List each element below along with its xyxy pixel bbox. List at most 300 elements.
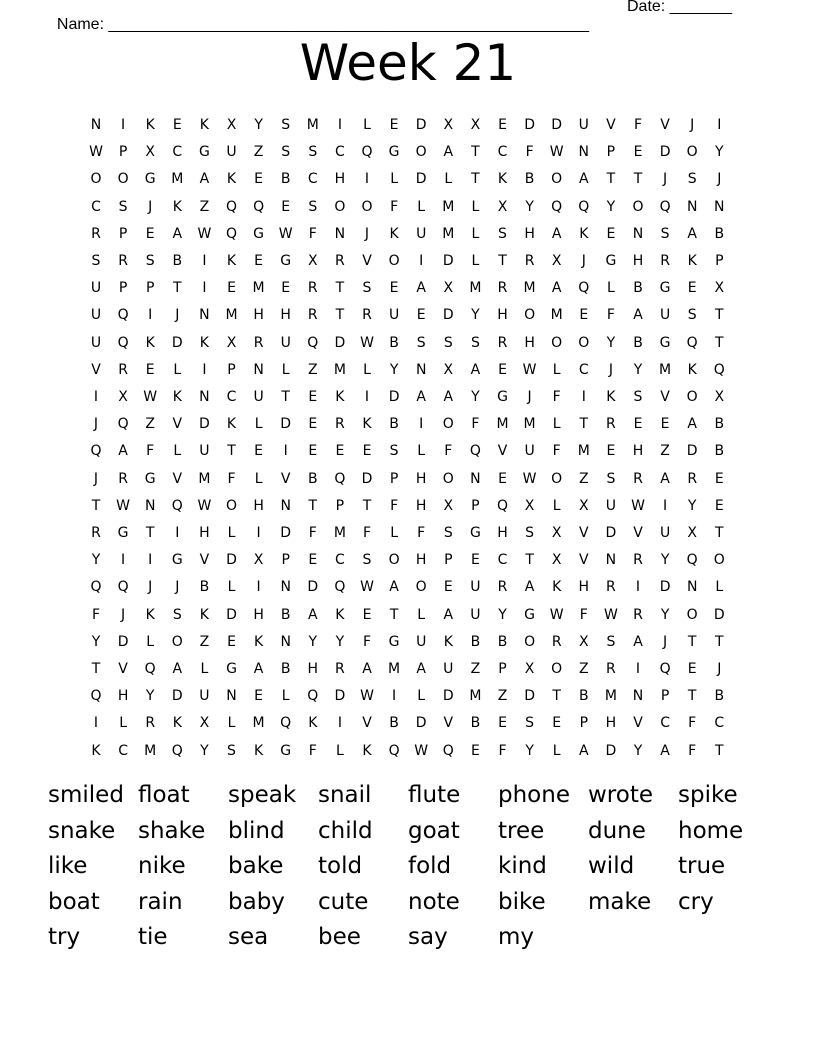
grid-letter[interactable]: K <box>497 171 508 188</box>
grid-letter[interactable]: L <box>417 688 426 705</box>
grid-letter[interactable]: W <box>360 334 374 351</box>
grid-letter[interactable]: C <box>497 144 508 161</box>
grid-letter[interactable]: H <box>280 307 291 324</box>
grid-letter[interactable]: O <box>442 416 454 433</box>
grid-letter[interactable]: D <box>551 117 563 133</box>
grid-letter[interactable]: Q <box>388 742 400 759</box>
grid-letter[interactable]: O <box>578 334 590 351</box>
grid-letter[interactable]: N <box>144 497 156 514</box>
grid-letter[interactable]: Q <box>253 198 265 215</box>
grid-letter[interactable]: L <box>417 198 426 215</box>
grid-letter[interactable]: K <box>687 253 697 269</box>
grid-letter[interactable]: N <box>632 688 644 705</box>
grid-letter[interactable]: E <box>308 552 318 569</box>
grid-letter[interactable]: K <box>172 389 182 405</box>
grid-letter[interactable]: P <box>715 253 724 269</box>
grid-letter[interactable]: S <box>633 389 643 405</box>
grid-letter[interactable]: R <box>633 470 643 487</box>
grid-letter[interactable]: U <box>659 307 671 324</box>
grid-letter[interactable]: E <box>579 307 589 324</box>
grid-letter[interactable]: U <box>90 307 102 324</box>
grid-letter[interactable]: U <box>416 225 427 242</box>
grid-letter[interactable]: Y <box>145 688 155 705</box>
grid-letter[interactable]: U <box>443 661 454 677</box>
grid-letter[interactable]: T <box>145 525 155 541</box>
grid-letter[interactable]: D <box>334 688 346 705</box>
grid-letter[interactable]: I <box>202 253 207 269</box>
grid-letter[interactable]: A <box>470 361 481 378</box>
grid-letter[interactable]: H <box>307 661 319 677</box>
grid-letter[interactable]: S <box>687 171 697 188</box>
grid-letter[interactable]: A <box>199 171 210 188</box>
grid-letter[interactable]: N <box>253 361 264 378</box>
grid-letter[interactable]: J <box>663 633 668 650</box>
grid-letter[interactable]: O <box>551 171 563 188</box>
grid-letter[interactable]: G <box>659 334 671 351</box>
grid-letter[interactable]: D <box>659 579 671 596</box>
grid-letter[interactable]: L <box>146 633 155 650</box>
grid-letter[interactable]: Y <box>335 633 345 650</box>
grid-letter[interactable]: R <box>335 253 345 269</box>
grid-letter[interactable]: L <box>254 470 263 487</box>
grid-letter[interactable]: A <box>443 389 454 405</box>
grid-letter[interactable]: O <box>171 633 183 650</box>
grid-letter[interactable]: L <box>227 715 236 732</box>
grid-letter[interactable]: L <box>471 225 480 242</box>
grid-letter[interactable]: P <box>118 225 128 242</box>
grid-letter[interactable]: K <box>226 416 237 433</box>
grid-letter[interactable]: Z <box>308 361 318 378</box>
grid-letter[interactable]: Y <box>471 389 480 405</box>
grid-letter[interactable]: K <box>172 198 182 215</box>
grid-letter[interactable]: I <box>175 525 180 541</box>
grid-letter[interactable]: E <box>145 361 155 378</box>
grid-letter[interactable]: W <box>522 470 537 487</box>
grid-letter[interactable]: Y <box>498 606 507 623</box>
grid-letter[interactable]: W <box>549 606 564 623</box>
grid-letter[interactable]: Z <box>579 470 589 487</box>
grid-letter[interactable]: C <box>497 552 508 569</box>
grid-letter[interactable]: X <box>551 552 562 569</box>
grid-letter[interactable]: R <box>524 253 535 269</box>
grid-letter[interactable]: M <box>523 416 536 433</box>
grid-letter[interactable]: K <box>199 606 209 623</box>
grid-letter[interactable]: A <box>172 225 183 242</box>
grid-letter[interactable]: X <box>443 280 454 297</box>
grid-letter[interactable]: L <box>335 742 344 759</box>
grid-letter[interactable]: R <box>91 225 101 242</box>
grid-letter[interactable]: I <box>256 525 261 541</box>
grid-letter[interactable]: R <box>660 253 670 269</box>
grid-letter[interactable]: M <box>496 416 509 433</box>
grid-letter[interactable]: M <box>333 525 346 541</box>
grid-letter[interactable]: Q <box>280 715 292 732</box>
grid-letter[interactable]: F <box>688 715 697 732</box>
grid-letter[interactable]: M <box>388 661 401 677</box>
grid-letter[interactable]: J <box>717 171 722 188</box>
grid-letter[interactable]: L <box>363 117 371 133</box>
grid-letter[interactable]: L <box>227 525 236 541</box>
grid-letter[interactable]: X <box>551 525 562 541</box>
grid-letter[interactable]: O <box>551 661 563 677</box>
grid-letter[interactable]: K <box>335 389 345 405</box>
grid-letter[interactable]: J <box>581 253 586 269</box>
grid-letter[interactable]: T <box>687 633 697 650</box>
grid-letter[interactable]: U <box>280 334 291 351</box>
grid-letter[interactable]: K <box>335 606 345 623</box>
grid-letter[interactable]: O <box>551 470 563 487</box>
grid-letter[interactable]: K <box>226 253 237 269</box>
grid-letter[interactable]: W <box>197 225 212 242</box>
grid-letter[interactable]: T <box>715 633 724 650</box>
grid-letter[interactable]: K <box>145 117 155 133</box>
date-field-line[interactable]: Date: _______ <box>627 0 732 15</box>
grid-letter[interactable]: Q <box>334 470 346 487</box>
grid-letter[interactable]: O <box>632 198 644 215</box>
grid-letter[interactable]: C <box>335 144 345 161</box>
grid-letter[interactable]: A <box>443 606 454 623</box>
grid-letter[interactable]: F <box>525 144 534 161</box>
grid-letter[interactable]: T <box>687 688 697 705</box>
grid-letter[interactable]: O <box>361 198 373 215</box>
grid-letter[interactable]: P <box>471 497 480 514</box>
grid-letter[interactable]: J <box>175 579 180 596</box>
grid-letter[interactable]: B <box>524 171 535 188</box>
grid-letter[interactable]: E <box>389 117 399 133</box>
grid-letter[interactable]: V <box>497 443 508 460</box>
grid-letter[interactable]: Q <box>578 280 590 297</box>
grid-letter[interactable]: T <box>91 661 101 677</box>
grid-letter[interactable]: N <box>90 117 102 133</box>
grid-letter[interactable]: S <box>362 280 372 297</box>
grid-letter[interactable]: F <box>417 525 426 541</box>
grid-letter[interactable]: K <box>145 606 155 623</box>
grid-letter[interactable]: Q <box>144 661 156 677</box>
grid-letter[interactable]: B <box>389 334 399 351</box>
grid-letter[interactable]: A <box>633 307 643 324</box>
grid-letter[interactable]: W <box>89 144 103 161</box>
grid-letter[interactable]: L <box>417 443 426 460</box>
grid-letter[interactable]: S <box>525 715 535 732</box>
grid-letter[interactable]: G <box>144 470 156 487</box>
grid-letter[interactable]: S <box>416 334 426 351</box>
grid-letter[interactable]: A <box>633 633 643 650</box>
grid-letter[interactable]: A <box>308 606 318 623</box>
grid-letter[interactable]: M <box>144 742 157 759</box>
grid-letter[interactable]: X <box>579 497 589 514</box>
grid-letter[interactable]: E <box>254 688 264 705</box>
grid-letter[interactable]: J <box>93 470 99 487</box>
grid-letter[interactable]: Q <box>659 198 671 215</box>
grid-letter[interactable]: Q <box>117 334 129 351</box>
grid-letter[interactable]: E <box>172 117 182 133</box>
grid-letter[interactable]: N <box>415 361 427 378</box>
grid-letter[interactable]: X <box>308 253 318 269</box>
grid-letter[interactable]: X <box>524 661 535 677</box>
grid-letter[interactable]: B <box>470 633 481 650</box>
grid-letter[interactable]: L <box>281 688 290 705</box>
grid-letter[interactable]: Y <box>633 742 643 759</box>
grid-letter[interactable]: J <box>148 198 153 215</box>
grid-letter[interactable]: M <box>523 280 536 297</box>
grid-letter[interactable]: E <box>498 715 507 732</box>
grid-letter[interactable]: U <box>253 389 264 405</box>
grid-letter[interactable]: B <box>714 225 725 242</box>
grid-letter[interactable]: P <box>660 688 670 705</box>
grid-letter[interactable]: N <box>199 307 210 324</box>
grid-letter[interactable]: S <box>91 253 101 269</box>
grid-letter[interactable]: Q <box>442 742 454 759</box>
grid-letter[interactable]: V <box>91 361 101 378</box>
grid-letter[interactable]: E <box>714 470 724 487</box>
grid-letter[interactable]: S <box>687 307 697 324</box>
grid-letter[interactable]: I <box>283 443 288 460</box>
grid-letter[interactable]: U <box>199 688 210 705</box>
grid-letter[interactable]: U <box>605 497 617 514</box>
grid-letter[interactable]: V <box>606 117 616 133</box>
grid-letter[interactable]: D <box>199 416 210 433</box>
grid-letter[interactable]: S <box>443 334 453 351</box>
grid-letter[interactable]: S <box>470 334 480 351</box>
grid-letter[interactable]: W <box>360 688 374 705</box>
grid-letter[interactable]: X <box>443 497 454 514</box>
grid-letter[interactable]: X <box>551 253 562 269</box>
grid-letter[interactable]: O <box>415 579 427 596</box>
grid-letter[interactable]: Y <box>606 198 616 215</box>
grid-letter[interactable]: L <box>471 198 480 215</box>
grid-letter[interactable]: S <box>281 144 291 161</box>
grid-letter[interactable]: K <box>254 633 264 650</box>
grid-letter[interactable]: R <box>551 633 562 650</box>
grid-letter[interactable]: K <box>145 334 155 351</box>
grid-letter[interactable]: T <box>335 280 345 297</box>
grid-letter[interactable]: D <box>388 389 400 405</box>
grid-letter[interactable]: L <box>552 361 561 378</box>
grid-letter[interactable]: A <box>172 661 183 677</box>
grid-letter[interactable]: N <box>714 198 725 215</box>
grid-letter[interactable]: B <box>280 661 291 677</box>
grid-letter[interactable]: O <box>415 144 427 161</box>
grid-letter[interactable]: Q <box>90 579 102 596</box>
grid-letter[interactable]: E <box>714 497 724 514</box>
grid-letter[interactable]: K <box>226 171 237 188</box>
grid-letter[interactable]: C <box>172 144 183 161</box>
grid-letter[interactable]: U <box>199 443 210 460</box>
grid-letter[interactable]: Z <box>199 198 210 215</box>
grid-letter[interactable]: Q <box>551 198 563 215</box>
grid-letter[interactable]: X <box>524 497 535 514</box>
grid-letter[interactable]: E <box>416 307 426 324</box>
grid-letter[interactable]: R <box>606 579 616 596</box>
grid-letter[interactable]: D <box>226 606 237 623</box>
grid-letter[interactable]: S <box>227 742 236 759</box>
grid-letter[interactable]: E <box>362 443 372 460</box>
grid-letter[interactable]: S <box>525 525 535 541</box>
grid-letter[interactable]: Y <box>715 144 724 161</box>
grid-letter[interactable]: G <box>388 144 400 161</box>
grid-letter[interactable]: E <box>470 742 480 759</box>
grid-letter[interactable]: Q <box>307 334 319 351</box>
grid-letter[interactable]: X <box>253 552 264 569</box>
grid-letter[interactable]: I <box>635 579 641 596</box>
grid-letter[interactable]: X <box>145 144 155 161</box>
grid-letter[interactable]: T <box>606 171 616 188</box>
grid-letter[interactable]: E <box>633 144 643 161</box>
grid-letter[interactable]: F <box>444 443 453 460</box>
grid-letter[interactable]: X <box>199 715 210 732</box>
grid-letter[interactable]: A <box>551 280 562 297</box>
grid-letter[interactable]: C <box>307 171 318 188</box>
grid-letter[interactable]: M <box>171 171 184 188</box>
grid-letter[interactable]: Y <box>633 361 643 378</box>
grid-letter[interactable]: X <box>497 198 508 215</box>
grid-letter[interactable]: A <box>687 225 697 242</box>
grid-letter[interactable]: D <box>605 742 617 759</box>
grid-letter[interactable]: C <box>714 715 725 732</box>
grid-letter[interactable]: I <box>148 307 153 324</box>
grid-letter[interactable]: E <box>308 443 318 460</box>
grid-letter[interactable]: A <box>416 661 426 677</box>
grid-letter[interactable]: B <box>307 470 318 487</box>
grid-letter[interactable]: Q <box>686 552 698 569</box>
grid-letter[interactable]: G <box>497 389 508 405</box>
grid-letter[interactable]: C <box>335 552 345 569</box>
grid-letter[interactable]: F <box>91 606 101 623</box>
grid-letter[interactable]: I <box>93 715 99 732</box>
grid-letter[interactable]: I <box>337 117 342 133</box>
grid-letter[interactable]: R <box>118 253 128 269</box>
grid-letter[interactable]: Y <box>254 117 263 133</box>
grid-letter[interactable]: E <box>552 715 562 732</box>
grid-letter[interactable]: E <box>308 389 318 405</box>
grid-letter[interactable]: E <box>687 280 697 297</box>
grid-letter[interactable]: F <box>227 470 236 487</box>
grid-letter[interactable]: Q <box>496 497 509 514</box>
grid-letter[interactable]: I <box>256 579 261 596</box>
grid-letter[interactable]: V <box>172 470 183 487</box>
grid-letter[interactable]: B <box>633 334 643 351</box>
grid-letter[interactable]: Z <box>199 633 210 650</box>
grid-letter[interactable]: L <box>254 416 263 433</box>
grid-letter[interactable]: F <box>308 525 317 541</box>
grid-letter[interactable]: D <box>659 144 671 161</box>
grid-letter[interactable]: G <box>280 742 292 759</box>
grid-letter[interactable]: W <box>603 606 618 623</box>
grid-letter[interactable]: S <box>389 443 399 460</box>
grid-letter[interactable]: X <box>714 280 725 297</box>
grid-letter[interactable]: K <box>579 225 589 242</box>
grid-letter[interactable]: J <box>608 361 613 378</box>
grid-letter[interactable]: J <box>717 661 722 677</box>
grid-letter[interactable]: G <box>171 552 183 569</box>
grid-letter[interactable]: Y <box>471 307 480 324</box>
grid-letter[interactable]: V <box>660 389 670 405</box>
grid-letter[interactable]: L <box>200 661 209 677</box>
grid-letter[interactable]: Z <box>145 416 155 433</box>
grid-letter[interactable]: X <box>687 525 697 541</box>
grid-letter[interactable]: O <box>524 307 536 324</box>
grid-letter[interactable]: R <box>687 470 698 487</box>
grid-letter[interactable]: H <box>334 171 346 188</box>
grid-letter[interactable]: H <box>497 307 508 324</box>
grid-letter[interactable]: T <box>633 171 643 188</box>
grid-letter[interactable]: E <box>660 416 670 433</box>
grid-letter[interactable]: E <box>687 661 697 677</box>
grid-letter[interactable]: T <box>715 742 724 759</box>
grid-letter[interactable]: E <box>281 198 291 215</box>
grid-letter[interactable]: H <box>253 497 264 514</box>
grid-letter[interactable]: T <box>715 334 724 351</box>
grid-letter[interactable]: E <box>498 470 507 487</box>
grid-letter[interactable]: R <box>145 715 156 732</box>
grid-letter[interactable]: R <box>253 334 264 351</box>
grid-letter[interactable]: M <box>659 361 672 378</box>
grid-letter[interactable]: Q <box>307 688 319 705</box>
grid-letter[interactable]: K <box>443 633 453 650</box>
grid-letter[interactable]: Q <box>225 225 238 242</box>
grid-letter[interactable]: O <box>388 552 400 569</box>
grid-letter[interactable]: I <box>419 416 424 433</box>
grid-letter[interactable]: L <box>119 715 127 732</box>
grid-letter[interactable]: D <box>442 253 454 269</box>
grid-letter[interactable]: A <box>660 742 670 759</box>
grid-letter[interactable]: B <box>714 443 725 460</box>
grid-letter[interactable]: I <box>635 661 641 677</box>
grid-letter[interactable]: U <box>90 280 102 297</box>
grid-letter[interactable]: C <box>118 742 128 759</box>
grid-letter[interactable]: L <box>606 280 615 297</box>
grid-letter[interactable]: N <box>280 633 291 650</box>
grid-letter[interactable]: D <box>713 606 725 623</box>
grid-letter[interactable]: A <box>362 661 372 677</box>
grid-letter[interactable]: T <box>308 497 318 514</box>
grid-letter[interactable]: R <box>497 334 508 351</box>
grid-letter[interactable]: Q <box>334 579 346 596</box>
grid-letter[interactable]: D <box>686 443 698 460</box>
grid-letter[interactable]: M <box>550 307 563 324</box>
grid-letter[interactable]: D <box>442 688 454 705</box>
grid-letter[interactable]: R <box>497 280 508 297</box>
grid-letter[interactable]: Q <box>90 443 102 460</box>
grid-letter[interactable]: M <box>252 715 265 732</box>
grid-letter[interactable]: H <box>524 334 535 351</box>
grid-letter[interactable]: W <box>360 579 374 596</box>
grid-letter[interactable]: T <box>552 688 561 705</box>
grid-letter[interactable]: W <box>116 497 131 514</box>
grid-letter[interactable]: L <box>552 497 561 514</box>
grid-letter[interactable]: I <box>663 497 668 514</box>
grid-letter[interactable]: E <box>335 443 345 460</box>
grid-letter[interactable]: S <box>606 470 616 487</box>
grid-letter[interactable]: N <box>686 579 698 596</box>
grid-letter[interactable]: M <box>577 443 590 460</box>
grid-letter[interactable]: D <box>415 171 427 188</box>
grid-letter[interactable]: D <box>226 552 237 569</box>
grid-letter[interactable]: Q <box>578 198 590 215</box>
grid-letter[interactable]: I <box>419 253 424 269</box>
grid-letter[interactable]: T <box>281 389 290 405</box>
grid-letter[interactable]: D <box>171 688 183 705</box>
grid-letter[interactable]: E <box>633 416 643 433</box>
grid-letter[interactable]: R <box>335 661 345 677</box>
grid-letter[interactable]: J <box>175 307 180 324</box>
grid-letter[interactable]: A <box>443 144 454 161</box>
grid-letter[interactable]: R <box>606 416 616 433</box>
grid-letter[interactable]: J <box>121 606 126 623</box>
grid-letter[interactable]: E <box>470 552 480 569</box>
grid-letter[interactable]: B <box>280 606 291 623</box>
grid-letter[interactable]: D <box>361 470 373 487</box>
